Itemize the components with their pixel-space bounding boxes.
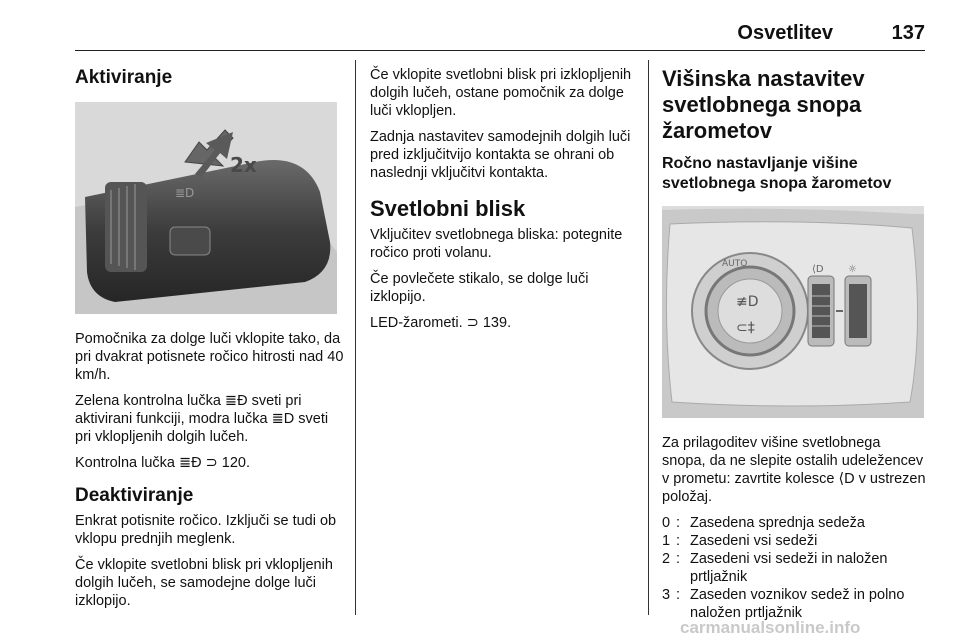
paragraph: Če vklopite svetlobni blisk pri vklopljenih dolgih lučeh, se samodejne dolge luči izklopijo.: [75, 557, 333, 609]
light-switch-drawing: [662, 206, 924, 418]
paragraph: LED-žarometi. ⊃ 139.: [370, 315, 512, 331]
paragraph: Za prilagoditev višine svetlobnega snopa, da ne slepite ostalih udeležencev v prometu: zavrtite kolesce ⟨D v ustrezen položaj.: [662, 435, 926, 505]
list-item: 0 : Zasedena sprednja sedeža: [662, 515, 865, 531]
column-3: [662, 60, 927, 622]
column-1: [75, 60, 345, 610]
light-switch-illustration: [662, 206, 924, 418]
watermark: carmanualsonline.info: [680, 618, 861, 637]
stalk-illustration: [75, 102, 337, 314]
figure-label-auto: AUTO: [722, 259, 748, 269]
column-divider-2: [648, 60, 649, 615]
list-item: 3 : Zaseden voznikov sedež in polno naložen prtljažnik: [662, 587, 905, 621]
list-item: 2 : Zasedeni vsi sedeži in naložen prtljažnik: [662, 551, 888, 585]
svg-text:☼: ☼: [848, 264, 857, 275]
load-position-list: [662, 514, 927, 622]
svg-text:≣D: ≣D: [175, 186, 195, 200]
paragraph: Kontrolna lučka ≣Ð ⊃ 120.: [75, 455, 251, 471]
subheading-rocno-nastavljanje: Ročno nastavljanje višine svetlobnega snopa žarometov: [662, 155, 892, 192]
column-divider-1: [355, 60, 356, 615]
list-item: 1 : Zasedeni vsi sedeži: [662, 533, 818, 549]
paragraph: Zelena kontrolna lučka ≣Ð sveti pri aktivirani funkciji, modra lučka ≣D sveti pri vklopljenih dolgih lučeh.: [75, 393, 329, 445]
page-header: [75, 12, 925, 51]
section-title: Osvetlitev: [737, 22, 833, 44]
paragraph: Zadnja nastavitev samodejnih dolgih luči pred izključitvijo kontakta se ohrani ob naslednji vključitvi kontakta.: [370, 129, 631, 181]
heading-visinska-nastavitev: Višinska nastavitev svetlobnega snopa žarometov: [662, 66, 865, 143]
paragraph: Vključitev svetlobnega bliska: potegnite ročico proti volanu.: [370, 227, 623, 261]
paragraph: Če vklopite svetlobni blisk pri izklopljenih dolgih lučeh, ostane pomočnik za dolge luči vklopljen.: [370, 67, 632, 119]
page-number: 137: [891, 22, 925, 44]
heading-deaktiviranje: Deaktiviranje: [75, 485, 194, 506]
paragraph: Če povlečete stikalo, se dolge luči izklopijo.: [370, 271, 589, 305]
figure-label-2x: 2x: [230, 153, 257, 177]
stalk-drawing: [75, 102, 337, 314]
paragraph: Enkrat potisnite ročico. Izključi se tudi ob vklopu prednjih meglenk.: [75, 513, 337, 547]
svg-text:⟨D: ⟨D: [812, 264, 824, 275]
svg-text:⊂‡: ⊂‡: [736, 320, 755, 336]
heading-svetlobni-blisk: Svetlobni blisk: [370, 196, 526, 221]
paragraph: Pomočnika za dolge luči vklopite tako, da pri dvakrat potisnete ročico hitrosti nad 40 km/h.: [75, 331, 344, 383]
column-2: [370, 60, 640, 332]
heading-aktiviranje: Aktiviranje: [75, 67, 173, 88]
svg-text:≢D: ≢D: [736, 294, 759, 310]
